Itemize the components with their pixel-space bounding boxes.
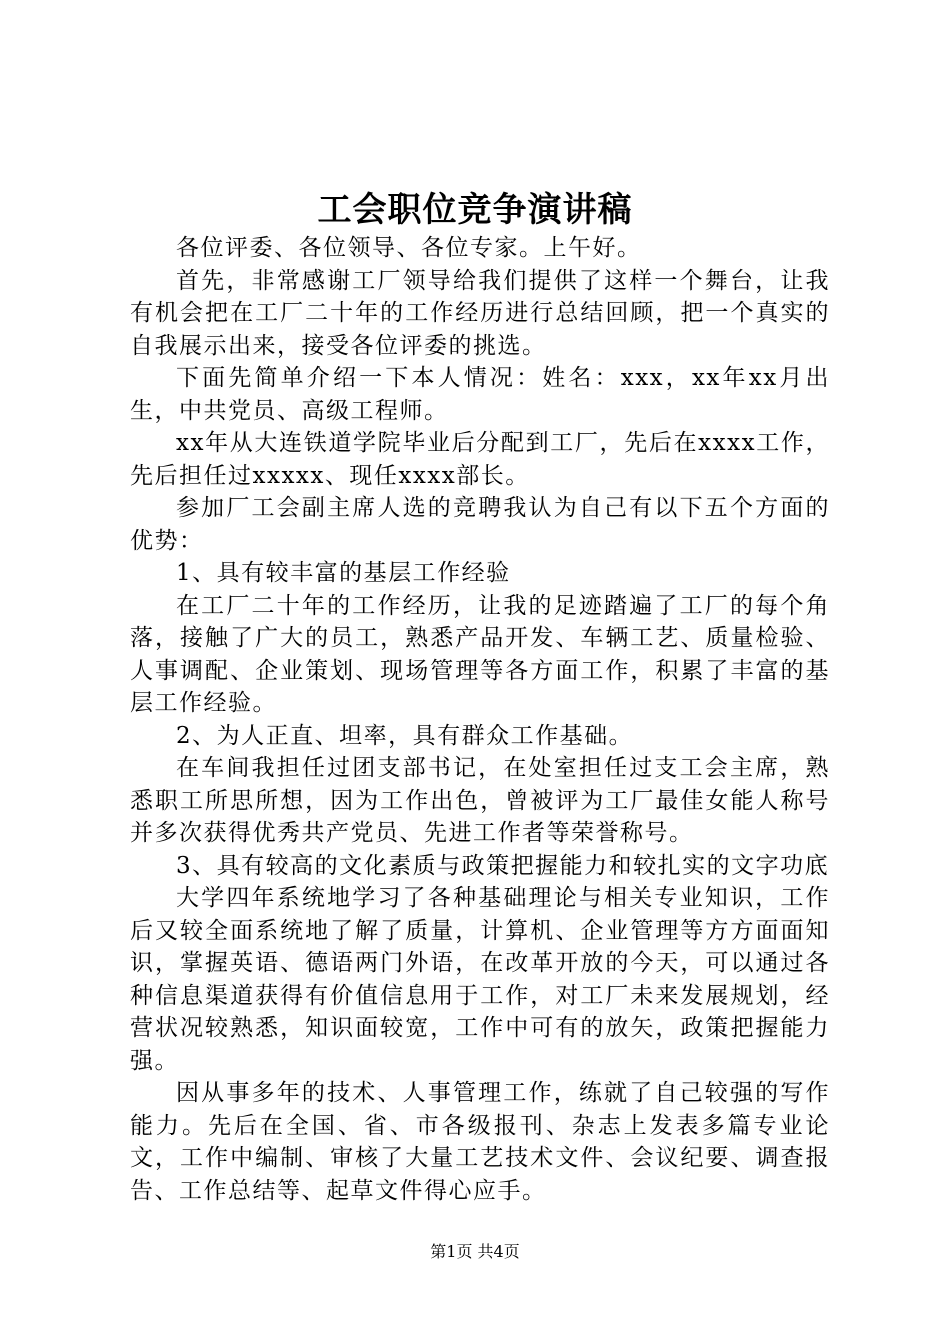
paragraph-advantage-3a: 大学四年系统地学习了各种基础理论与相关专业知识，工作后又较全面系统地了解了质量，计算机、企业管理等方方面面知识，掌握英语、德语两门外语，在改革开放的今天，可以通过各种信息渠道获得有价值信息用于工作，对工厂未来发展规划，经营状况较熟悉，知识面较宽，工作中可有的放矢，政策把握能力强。 <box>130 885 830 1074</box>
heading-advantage-2: 2、为人正直、坦率，具有群众工作基础。 <box>176 722 634 749</box>
paragraph-greeting: 各位评委、各位领导、各位专家。上午好。 <box>176 235 642 261</box>
heading-advantage-3: 3、具有较高的文化素质与政策把握能力和较扎实的文字功底 <box>176 852 830 879</box>
paragraph-career: xx年从大连铁道学院毕业后分配到工厂，先后在xxxx工作，先后担任过xxxxx、现任xxxx部长。 <box>130 430 830 489</box>
heading-advantage-1: 1、具有较丰富的基层工作经验 <box>176 560 511 586</box>
paragraph-thanks: 首先，非常感谢工厂领导给我们提供了这样一个舞台，让我有机会把在工厂二十年的工作经历进行总结回顾，把一个真实的自我展示出来，接受各位评委的挑选。 <box>130 267 830 359</box>
document-body <box>130 232 830 1207</box>
paragraph-advantage-2: 在车间我担任过团支部书记，在处室担任过支工会主席，熟悉职工所思所想，因为工作出色，曾被评为工厂最佳女能人称号并多次获得优秀共产党员、先进工作者等荣誉称号。 <box>130 755 830 846</box>
paragraph-self-intro: 下面先简单介绍一下本人情况：姓名：xxx，xx年xx月出生，中共党员、高级工程师。 <box>130 365 830 424</box>
page-number-footer: 第1页 共4页 <box>430 1242 520 1261</box>
document-title: 工会职位竞争演讲稿 <box>317 190 633 230</box>
paragraph-advantage-1: 在工厂二十年的工作经历，让我的足迹踏遍了工厂的每个角落，接触了广大的员工，熟悉产品开发、车辆工艺、质量检验、人事调配、企业策划、现场管理等各方面工作，积累了丰富的基层工作经验。 <box>130 592 830 716</box>
paragraph-advantages-intro: 参加厂工会副主席人选的竞聘我认为自己有以下五个方面的优势： <box>130 495 830 554</box>
paragraph-advantage-3b: 因从事多年的技术、人事管理工作，练就了自己较强的写作能力。先后在全国、省、市各级报刊、杂志上发表多篇专业论文，工作中编制、审核了大量工艺技术文件、会议纪要、调查报告、工作总结等、起草文件得心应手。 <box>130 1080 830 1204</box>
